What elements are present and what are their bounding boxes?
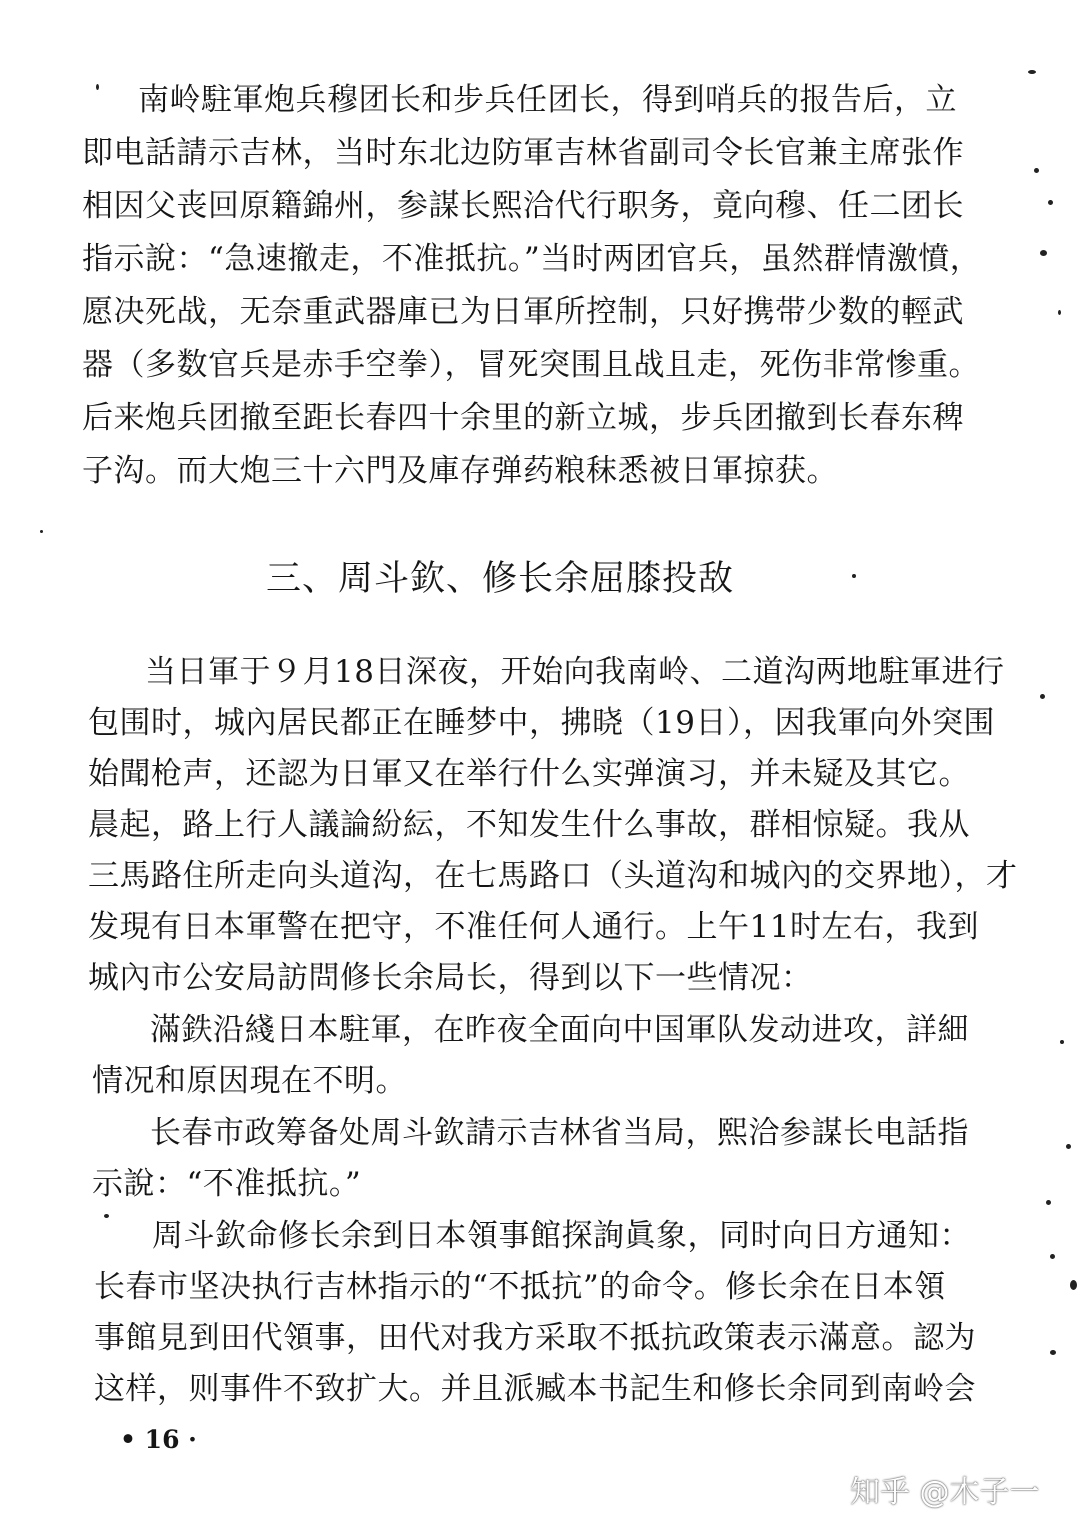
scan-speck [1060,1040,1064,1044]
text-line: 包围时，城內居民都正在睡梦中，拂晓（19日），因我軍向外突围 [88,705,995,741]
text-line: 指示說：“急速撤走，不准抵抗。”当时两团官兵，虽然群情激憤， [82,241,982,277]
text-line: 后来炮兵团撤至距长春四十余里的新立城，步兵团撤到长春东稗 [82,400,964,436]
text-line: 南岭駐軍炮兵穆团长和步兵任团长，得到哨兵的报告后，立 [138,82,957,118]
text-line: 周斗欽命修长余到日本領事館探詢眞象，同时向日方通知： [152,1218,971,1254]
scan-speck [1058,310,1061,315]
scan-speck [1034,168,1039,173]
text-line: 晨起，路上行人議論紛紜，不知发生什么事故，群相惊疑。我从 [88,807,970,843]
text-line: 城內市公安局訪問修长余局长，得到以下一些情况： [88,960,813,996]
text-line: 发現有日本軍警在把守，不准任何人通行。上午11时左右，我到 [88,909,979,945]
text-line: 即电話請示吉林，当时东北边防軍吉林省副司令长官兼主席张作 [82,135,964,171]
text-line: 当日軍于９月18日深夜，开始向我南岭、二道沟两地駐軍进行 [145,654,1005,690]
scan-speck [1040,250,1047,256]
scan-speck [852,574,856,578]
text-line: 情况和原因現在不明。 [92,1063,407,1099]
scan-speck [1048,200,1053,205]
text-line: 器（多数官兵是赤手空拳），冒死突围且战且走，死伤非常惨重。 [82,347,980,383]
scan-speck [1070,1280,1077,1290]
text-line: 相因父丧回原籍錦州，参謀长熙洽代行职务，竟向穆、任二团长 [82,188,964,224]
scan-speck [1066,1144,1071,1149]
watermark: 知乎 @木子一 [850,1475,1040,1510]
scan-speck [1028,70,1036,74]
text-line: 这样，则事件不致扩大。并且派臧本书記生和修长余同到南岭会 [94,1371,976,1407]
scan-speck [40,530,43,533]
scan-speck [1050,1254,1055,1259]
text-line: 示說：“不准抵抗。” [92,1166,362,1202]
text-line: 愿决死战，无奈重武器庫已为日軍所控制，只好携带少数的輕武 [82,294,964,330]
text-line: 事館見到田代領事，田代对我方采取不抵抗政策表示滿意。認为 [94,1320,976,1356]
text-line: 三馬路住所走向头道沟，在七馬路口（头道沟和城內的交界地），才 [88,858,1018,894]
scan-speck [1046,1200,1051,1205]
text-line: 始聞枪声，还認为日軍又在举行什么实弹演习，并未疑及其它。 [88,756,970,792]
text-line: 滿鉄沿綫日本駐軍，在昨夜全面向中国軍队发动进攻，詳細 [150,1012,969,1048]
text-line: 长春市政筹备处周斗欽請示吉林省当局，熙洽参謀长电話指 [150,1115,969,1151]
text-line: 长春市坚决执行吉林指示的“不抵抗”的命令。修长余在日本領 [94,1269,946,1305]
scan-speck [104,1214,109,1218]
section-heading: 三、周斗欽、修长余屈膝投敌 [265,559,734,599]
text-line: 子沟。而大炮三十六門及庫存弹药粮秣悉被日軍掠获。 [82,453,838,489]
scan-speck [96,84,99,90]
scan-speck [1050,1350,1056,1355]
scan-speck [1040,694,1045,699]
page-number: • 16 · [120,1425,197,1454]
